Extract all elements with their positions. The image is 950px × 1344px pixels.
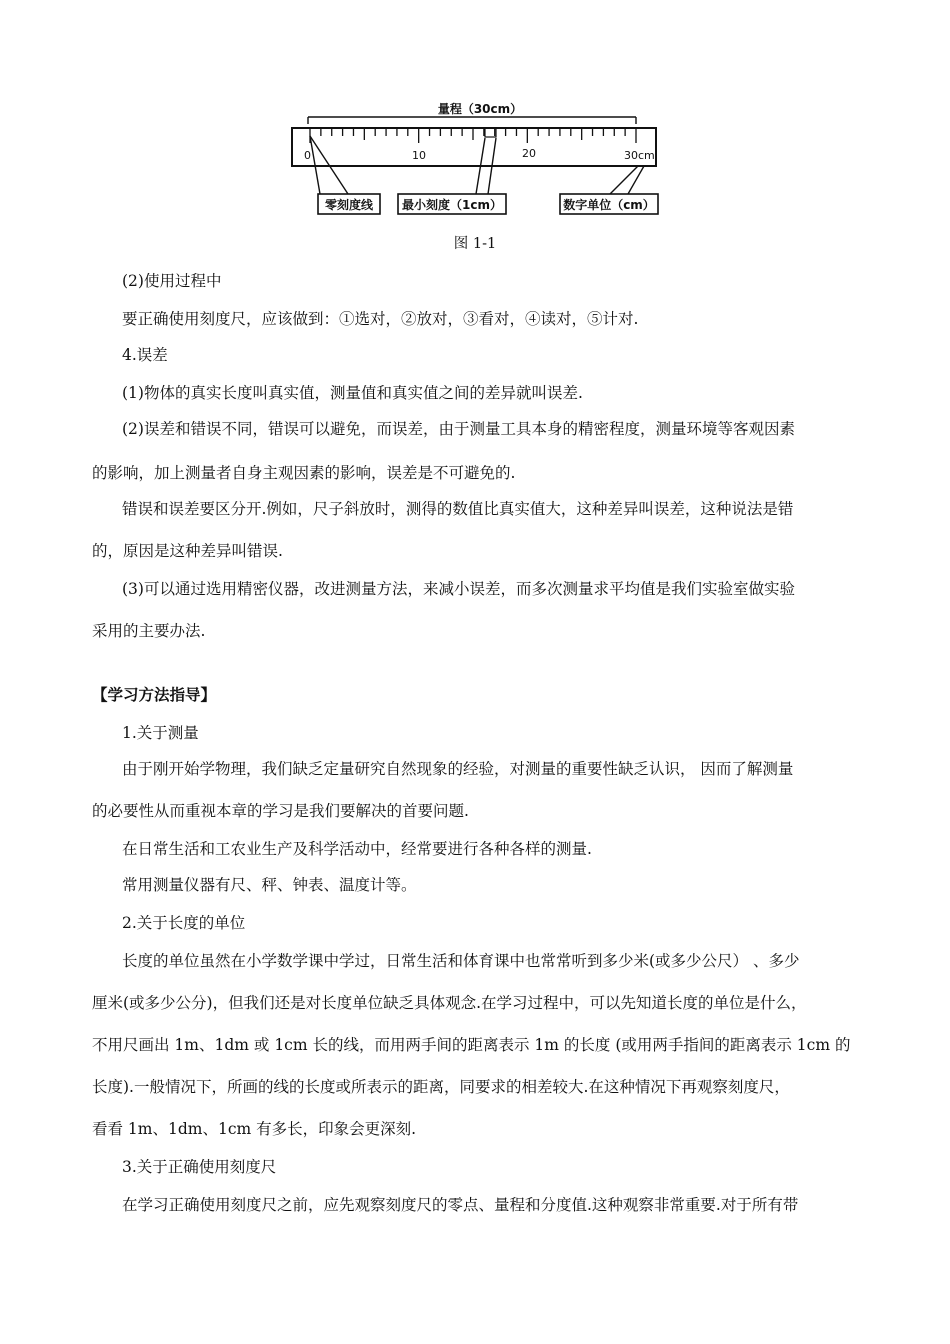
- tick-label-10: 10: [412, 149, 426, 162]
- paragraph-line: 长度的单位虽然在小学数学课中学过，日常生活和体育课中也常常听到多少米(或多少公尺） 、多少: [122, 952, 800, 970]
- tick-label-20: 20: [522, 147, 536, 160]
- paragraph-line: 的影响，加上测量者自身主观因素的影响，误差是不可避免的.: [92, 464, 516, 482]
- section-heading: 4.误差: [122, 346, 168, 364]
- paragraph-line: 的，原因是这种差异叫错误.: [92, 542, 283, 560]
- zero-line-label: 零刻度线: [324, 198, 374, 212]
- paragraph-line: 的必要性从而重视本章的学习是我们要解决的首要问题.: [92, 802, 469, 820]
- paragraph-line: (2)使用过程中: [122, 272, 222, 290]
- paragraph-line: 要正确使用刻度尺，应该做到：①选对，②放对，③看对，④读对，⑤计对.: [122, 310, 639, 328]
- range-label: 量程（30cm）: [437, 102, 523, 116]
- paragraph-line: 采用的主要办法.: [92, 622, 206, 640]
- ruler-body: [292, 128, 656, 166]
- paragraph-line: 厘米(或多少公分)，但我们还是对长度单位缺乏具体观念.在学习过程中，可以先知道长度的单位是什么，: [92, 994, 807, 1012]
- tick-label-0: 0: [304, 149, 311, 162]
- section-heading: 2.关于长度的单位: [122, 914, 246, 932]
- paragraph-line: 错误和误差要区分开.例如，尺子斜放时，测得的数值比真实值大，这种差异叫误差，这种说法是错: [122, 500, 794, 518]
- paragraph-line: 长度).一般情况下，所画的线的长度或所表示的距离，同要求的相差较大.在这种情况下再观察刻度尺，: [92, 1078, 790, 1096]
- paragraph-line: (3)可以通过选用精密仪器，改进测量方法，来减小误差，而多次测量求平均值是我们实验室做实验: [122, 580, 795, 598]
- paragraph-line: 由于刚开始学物理，我们缺乏定量研究自然现象的经验，对测量的重要性缺乏认识， 因而了解测量: [122, 760, 794, 778]
- section-heading: 3.关于正确使用刻度尺: [122, 1158, 277, 1176]
- unit-label: 数字单位（cm）: [563, 198, 655, 212]
- paragraph-line: 常用测量仪器有尺、秤、钟表、温度计等。: [122, 876, 417, 894]
- paragraph-line: (1)物体的真实长度叫真实值，测量值和真实值之间的差异就叫误差.: [122, 384, 583, 402]
- section-heading: 1.关于测量: [122, 724, 199, 742]
- min-division-label: 最小刻度（1cm）: [402, 198, 502, 212]
- section-title: 【学习方法指导】: [92, 686, 217, 704]
- tick-label-30cm: 30cm: [624, 149, 655, 162]
- ruler-diagram: [280, 92, 670, 222]
- ruler-figure: [280, 92, 670, 222]
- range-bracket: [308, 117, 636, 124]
- figure-caption: 图 1-1: [453, 236, 497, 252]
- paragraph-line: (2)误差和错误不同，错误可以避免，而误差，由于测量工具本身的精密程度，测量环境等客观因素: [122, 420, 795, 438]
- paragraph-line: 在学习正确使用刻度尺之前，应先观察刻度尺的零点、量程和分度值.这种观察非常重要.对于所有带: [122, 1196, 799, 1214]
- paragraph-line: 看看 1m、1dm、1cm 有多长，印象会更深刻.: [92, 1120, 417, 1138]
- paragraph-line: 在日常生活和工农业生产及科学活动中，经常要进行各种各样的测量.: [122, 840, 592, 858]
- paragraph-line: 不用尺画出 1m、1dm 或 1cm 长的线，而用两手间的距离表示 1m 的长度 (或用两手指间的距离表示 1cm 的: [92, 1036, 851, 1054]
